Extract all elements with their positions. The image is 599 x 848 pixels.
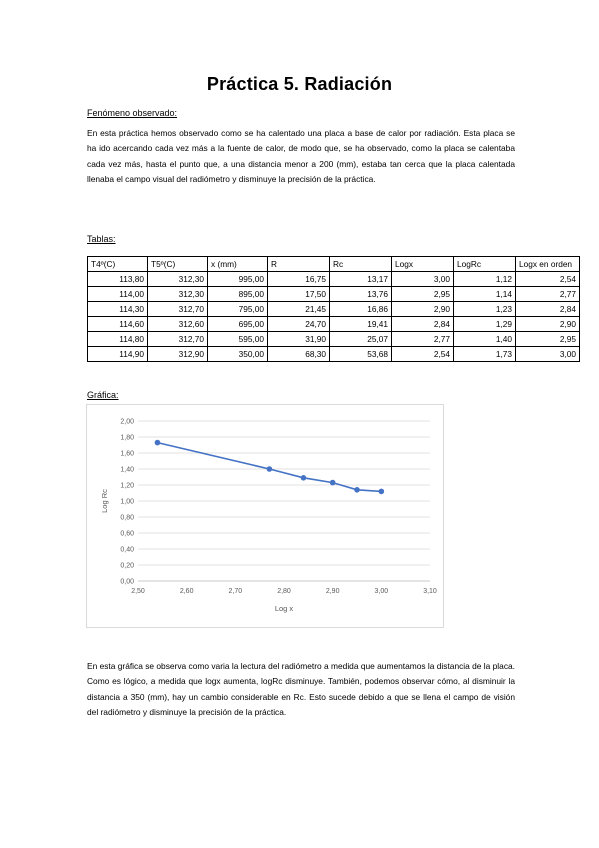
table-cell: 113,80 — [88, 272, 148, 287]
column-header: Logx en orden — [516, 257, 580, 272]
y-tick-label: 1,40 — [120, 466, 134, 474]
table-cell: 68,30 — [268, 347, 330, 362]
x-tick-label: 2,80 — [277, 588, 291, 595]
data-table — [87, 256, 580, 362]
table-cell: 13,76 — [330, 287, 392, 302]
table-row — [88, 272, 580, 287]
y-tick-label: 1,00 — [120, 498, 134, 506]
table-row — [88, 332, 580, 347]
column-header: Rc — [330, 257, 392, 272]
data-point — [330, 480, 336, 486]
table-cell: 2,84 — [392, 317, 454, 332]
y-tick-label: 1,80 — [120, 434, 134, 442]
x-tick-label: 2,60 — [179, 588, 194, 595]
table-row — [88, 317, 580, 332]
table-cell: 19,41 — [330, 317, 392, 332]
table-cell: 2,77 — [516, 287, 580, 302]
table-cell: 695,00 — [208, 317, 268, 332]
table-cell: 16,75 — [268, 272, 330, 287]
table-cell: 114,60 — [88, 317, 148, 332]
table-cell: 21,45 — [268, 302, 330, 317]
data-point — [354, 487, 360, 493]
table-cell: 2,84 — [516, 302, 580, 317]
table-cell: 3,00 — [516, 347, 580, 362]
table-cell: 2,95 — [516, 332, 580, 347]
y-tick-label: 2,00 — [120, 418, 134, 426]
y-tick-label: 1,20 — [120, 482, 134, 490]
y-tick-label: 0,60 — [120, 530, 134, 538]
table-body — [88, 272, 580, 362]
table-cell: 1,14 — [454, 287, 516, 302]
table-cell: 2,90 — [392, 302, 454, 317]
y-tick-label: 1,60 — [120, 450, 134, 458]
table-cell: 312,90 — [148, 347, 208, 362]
table-cell: 53,68 — [330, 347, 392, 362]
table-cell: 1,23 — [454, 302, 516, 317]
y-tick-label: 0,00 — [120, 578, 134, 586]
x-tick-label: 3,00 — [374, 588, 389, 595]
table-cell: 31,90 — [268, 332, 330, 347]
x-tick-label: 2,90 — [325, 588, 340, 595]
column-header: LogRc — [454, 257, 516, 272]
column-header: Logx — [392, 257, 454, 272]
logx-logrc-chart — [87, 405, 443, 627]
x-tick-label: 2,70 — [228, 588, 243, 595]
table-cell: 114,80 — [88, 332, 148, 347]
y-tick-label: 0,80 — [120, 514, 134, 522]
chart-container — [86, 404, 444, 628]
table-cell: 2,77 — [392, 332, 454, 347]
paragraph-conclusion: En esta gráfica se observa como varia la lectura del radiómetro a medida que aumentamos la distancia de la placa. Como es lógico, a medida que logx aumenta, logRc disminuye. También, podemos observar cómo, al disminuir la distancia a 350 (mm), hay un cambio considerable en Rc. Esto sucede debido a que se llena el campo de visión del radiómetro y disminuye la precisión de la práctica. — [87, 661, 515, 718]
table-row — [88, 287, 580, 302]
column-header: R — [268, 257, 330, 272]
table-cell: 1,29 — [454, 317, 516, 332]
column-header: T4º(C) — [88, 257, 148, 272]
table-cell: 2,54 — [516, 272, 580, 287]
x-axis-label: Log x — [274, 604, 294, 613]
x-tick-label: 2,50 — [131, 588, 145, 595]
table-cell: 3,00 — [392, 272, 454, 287]
table-cell: 2,90 — [516, 317, 580, 332]
section-heading-fenomeno: Fenómeno observado: — [87, 108, 178, 118]
table-cell: 2,54 — [392, 347, 454, 362]
table-cell: 16,86 — [330, 302, 392, 317]
table-cell: 895,00 — [208, 287, 268, 302]
table-row — [88, 347, 580, 362]
data-point — [379, 489, 385, 495]
data-point — [301, 475, 307, 481]
table-cell: 13,17 — [330, 272, 392, 287]
table-cell: 25,07 — [330, 332, 392, 347]
table-header-row — [88, 257, 580, 272]
column-header: x (mm) — [208, 257, 268, 272]
y-tick-label: 0,20 — [120, 562, 134, 570]
table-cell: 312,70 — [148, 302, 208, 317]
table-cell: 2,95 — [392, 287, 454, 302]
table-cell: 17,50 — [268, 287, 330, 302]
table-cell: 1,40 — [454, 332, 516, 347]
table-cell: 312,30 — [148, 287, 208, 302]
table-cell: 312,70 — [148, 332, 208, 347]
y-axis-label: Log Rc — [100, 489, 109, 513]
table-cell: 312,30 — [148, 272, 208, 287]
table-cell: 114,90 — [88, 347, 148, 362]
x-tick-label: 3,10 — [423, 588, 437, 595]
table-cell: 795,00 — [208, 302, 268, 317]
table-cell: 312,60 — [148, 317, 208, 332]
table-cell: 114,30 — [88, 302, 148, 317]
table-row — [88, 302, 580, 317]
data-point — [155, 440, 161, 446]
section-heading-tablas: Tablas: — [87, 234, 116, 244]
table-cell: 1,12 — [454, 272, 516, 287]
table-cell: 995,00 — [208, 272, 268, 287]
table-cell: 595,00 — [208, 332, 268, 347]
table-cell: 1,73 — [454, 347, 516, 362]
paragraph-fenomeno: En esta práctica hemos observado como se ha calentado una placa a base de calor por radiación. Esta placa se ha ido acercando cada vez más a la fuente de calor, de modo que, se ha observado, como la placa se calentaba cada vez más, hasta el punto que, a una distancia menor a 200 (mm), estaba tan cerca que la placa calentada llenaba el campo visual del radiómetro y disminuye la precisión de la práctica. — [87, 128, 515, 185]
table-cell: 24,70 — [268, 317, 330, 332]
column-header: T5º(C) — [148, 257, 208, 272]
page-title: Práctica 5. Radiación — [206, 74, 393, 94]
table-cell: 350,00 — [208, 347, 268, 362]
y-tick-label: 0,40 — [120, 546, 134, 554]
table-cell: 114,00 — [88, 287, 148, 302]
data-point — [267, 466, 273, 472]
section-heading-grafica: Gráfica: — [87, 390, 119, 400]
